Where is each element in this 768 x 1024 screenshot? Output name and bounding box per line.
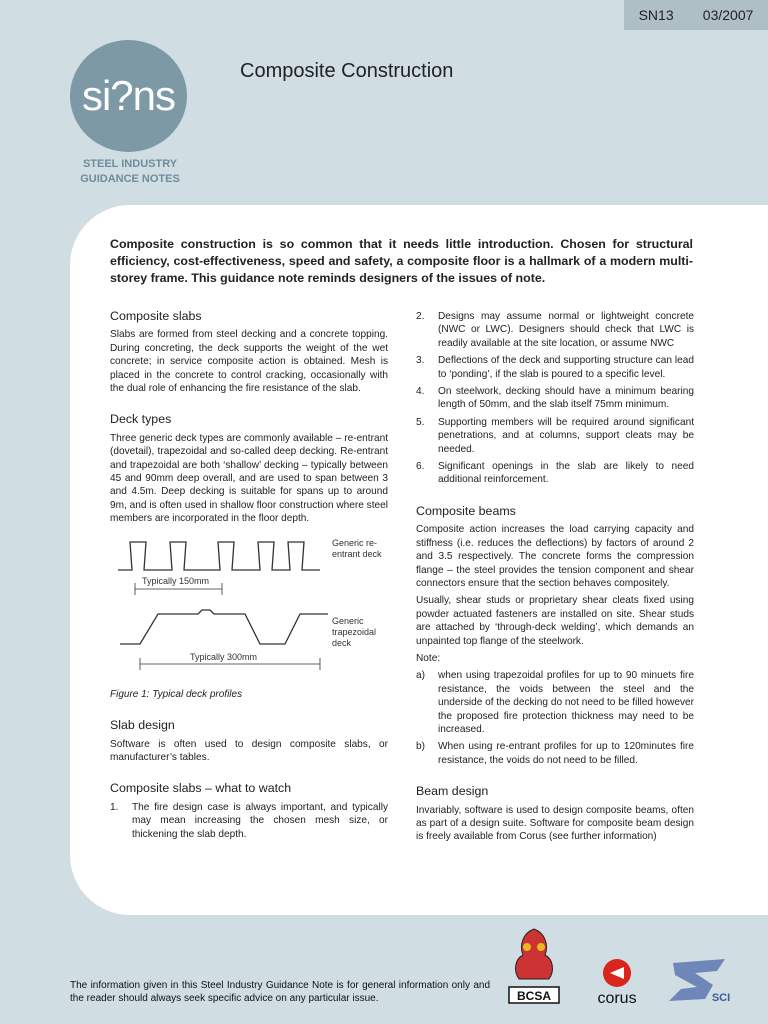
composite-beams-heading: Composite beams bbox=[416, 503, 516, 518]
document-code-tag bbox=[624, 0, 768, 30]
list-item: 3. Deflections of the deck and supporting structure can lead to ‘ponding’, if the slab is poured to a specific level. bbox=[416, 355, 694, 380]
deck-profiles-figure bbox=[110, 534, 388, 684]
beam-design-text: Invariably, software is used to design composite beams, often as part of a design suite. Software for composite beam design is freely available from Corus (see further information) bbox=[416, 804, 694, 843]
logo-subtitle-line1: STEEL INDUSTRY bbox=[82, 158, 178, 170]
composite-slabs-heading: Composite slabs bbox=[110, 309, 202, 323]
logo-subtitle-line2: GUIDANCE NOTES bbox=[80, 173, 180, 185]
intro-paragraph: Composite construction is so common that it needs little introduction. Chosen for structural efficiency, cost-effectiveness, speed and safety, a composite floor is a hallmark of a modern multi-storey frame. This guidance note reminds designers of the issues of note. bbox=[110, 237, 693, 285]
deck-types-heading: Deck types bbox=[110, 412, 172, 427]
list-item: 4. On steelwork, decking should have a minimum bearing length of 50mm, and the slab itself 75mm minimum. bbox=[416, 386, 694, 411]
composite-beams-p2: Usually, shear studs or proprietary shear cleats fixed using powder actuated fasteners are installed on site. Shear studs are attached by ‘through-deck welding’, which demands an unpainted top flange of the steelwork. bbox=[416, 595, 694, 647]
watch-heading: Composite slabs – what to watch bbox=[110, 781, 292, 796]
slab-design-heading: Slab design bbox=[110, 718, 175, 733]
slab-design-section bbox=[110, 719, 388, 764]
page-title: Composite Construction bbox=[240, 60, 454, 82]
trapezoidal-profile bbox=[120, 610, 328, 644]
sci-text: SCI bbox=[711, 992, 731, 1004]
list-item: 1. The fire design case is always important, and typically may mean increasing the chosen mesh size, or thickening the slab depth. bbox=[110, 801, 388, 840]
reentrant-label: Generic re-entrant deck bbox=[332, 537, 382, 559]
signs-logo: si?ns bbox=[70, 40, 187, 152]
list-item: 5. Supporting members will be required around significant penetrations, and at columns, support cleats may be needed. bbox=[416, 416, 694, 455]
list-item: a) when using trapezoidal profiles for up to 90 minuets fire resistance, the voids between the steel and the underside of the decking do not need to be filled however the proposed fire protection thickness may need to be increased. bbox=[416, 670, 694, 735]
right-column bbox=[416, 310, 694, 848]
list-item: b) When using re-entrant profiles for up to 120minutes fire resistance, the voids do not need to be filled. bbox=[416, 741, 694, 766]
list-item: 2. Designs may assume normal or lightweight concrete (NWC or LWC). Designers should check that LWC is readily available at the site location, or assume NWC bbox=[416, 311, 694, 349]
left-column bbox=[110, 310, 388, 845]
notes-list bbox=[416, 669, 694, 767]
logo-subtitle bbox=[60, 157, 200, 187]
corus-logo bbox=[580, 957, 655, 1007]
document-code: SN13 bbox=[638, 7, 674, 23]
beam-design-section bbox=[416, 785, 694, 844]
deck-types-text: Three generic deck types are commonly available – re-entrant (dovetail), trapezoidal and so-called deep decking. Re-entrant and trapezoidal are both ‘shallow’ decking – typically between 45 and 90mm deep overall, and are used to span between 3 and 4.5m. Deep decking is suitable for spans up to around 9m, and is often used in shallow floor construction where steel members are incorporated in the floor depth. bbox=[110, 432, 388, 525]
note-label: Note: bbox=[416, 652, 441, 664]
figure-caption: Figure 1: Typical deck profiles bbox=[110, 688, 243, 700]
bcsa-logo bbox=[505, 925, 563, 1005]
reentrant-dimension: Typically 150mm bbox=[142, 575, 210, 586]
document-date: 03/2007 bbox=[702, 7, 754, 23]
footer-disclaimer: The information given in this Steel Industry Guidance Note is for general information only and the reader should always seek specific advice on any particular issue. bbox=[70, 980, 490, 1004]
watch-list-continued bbox=[416, 310, 694, 487]
composite-slabs-text: Slabs are formed from steel decking and a concrete topping. During concreting, the deck supports the weight of the wet concrete; in service composite action is obtained. Mesh is placed in the concrete to control cracking, occasionally with the dual role of enhancing the fire resistance of the slab. bbox=[110, 329, 388, 395]
reentrant-profile bbox=[118, 542, 320, 570]
trapezoidal-label: Generic trapezoidal deck bbox=[332, 615, 377, 648]
composite-beams-section bbox=[416, 505, 694, 767]
bcsa-text: BCSA bbox=[516, 989, 552, 1003]
list-item: 6. Significant openings in the slab are likely to need additional reinforcement. bbox=[416, 461, 694, 486]
watch-section bbox=[110, 782, 388, 841]
slab-design-text: Software is often used to design composite slabs, or manufacturer’s tables. bbox=[110, 738, 388, 763]
trapezoidal-dimension: Typically 300mm bbox=[190, 651, 258, 662]
beam-design-heading: Beam design bbox=[416, 784, 489, 799]
deck-types-section bbox=[110, 413, 388, 525]
sci-logo bbox=[665, 955, 740, 1005]
corus-text: corus bbox=[597, 990, 637, 1007]
composite-beams-p1: Composite action increases the load carrying capacity and stiffness (i.e. reduces the deflections) by factors of around 2 and 3.5 respectively. The concrete forms the compression flange – the steel provides the tension component and shear connectors ensure that the section behaves compositely. bbox=[416, 524, 694, 589]
